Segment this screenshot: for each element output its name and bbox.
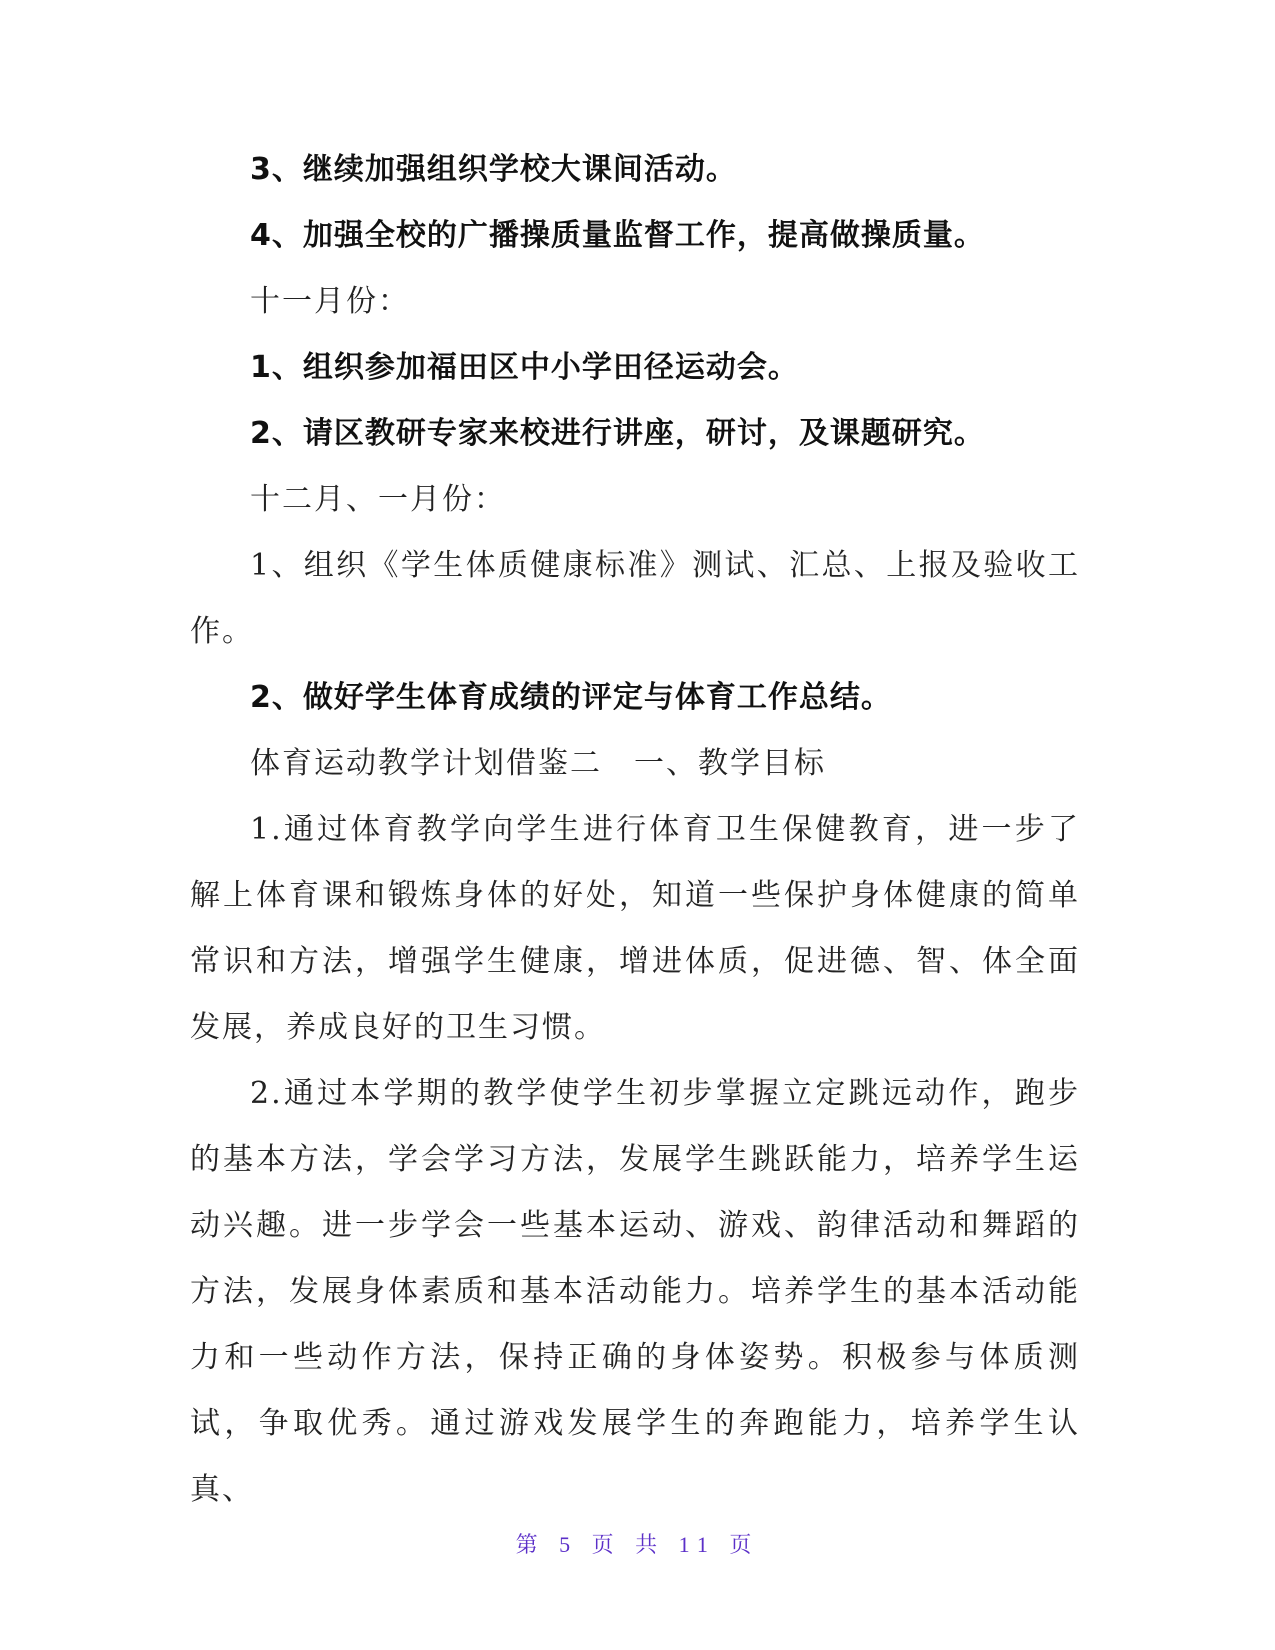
document-body (190, 137, 1080, 1523)
paragraph: 4、加强全校的广播操质量监督工作，提高做操质量。 (250, 218, 985, 253)
paragraph: 1.通过体育教学向学生进行体育卫生保健教育，进一步了解上体育课和锻炼身体的好处，知道一些保护身体健康的简单常识和方法，增强学生健康，增进体质，促进德、智、体全面发展，养成良好的卫生习惯。 (190, 812, 1080, 1045)
paragraph: 2、做好学生体育成绩的评定与体育工作总结。 (250, 680, 892, 715)
page-footer: 第 5 页 共 11 页 (515, 1532, 760, 1557)
section-heading: 十二月、一月份： (250, 482, 506, 517)
section-heading: 体育运动教学计划借鉴二 一、教学目标 (250, 746, 826, 781)
section-heading: 十一月份： (250, 284, 410, 319)
paragraph: 2.通过本学期的教学使学生初步掌握立定跳远动作，跑步的基本方法，学会学习方法，发展学生跳跃能力，培养学生运动兴趣。进一步学会一些基本运动、游戏、韵律活动和舞蹈的方法，发展身体素质和基本活动能力。培养学生的基本活动能力和一些动作方法，保持正确的身体姿势。积极参与体质测试，争取优秀。通过游戏发展学生的奔跑能力，培养学生认真、 (190, 1076, 1080, 1507)
paragraph: 1、组织参加福田区中小学田径运动会。 (250, 350, 799, 385)
paragraph: 3、继续加强组织学校大课间活动。 (250, 152, 737, 187)
paragraph: 1、组织《学生体质健康标准》测试、汇总、上报及验收工作。 (190, 548, 1080, 649)
paragraph: 2、请区教研专家来校进行讲座，研讨，及课题研究。 (250, 416, 985, 451)
